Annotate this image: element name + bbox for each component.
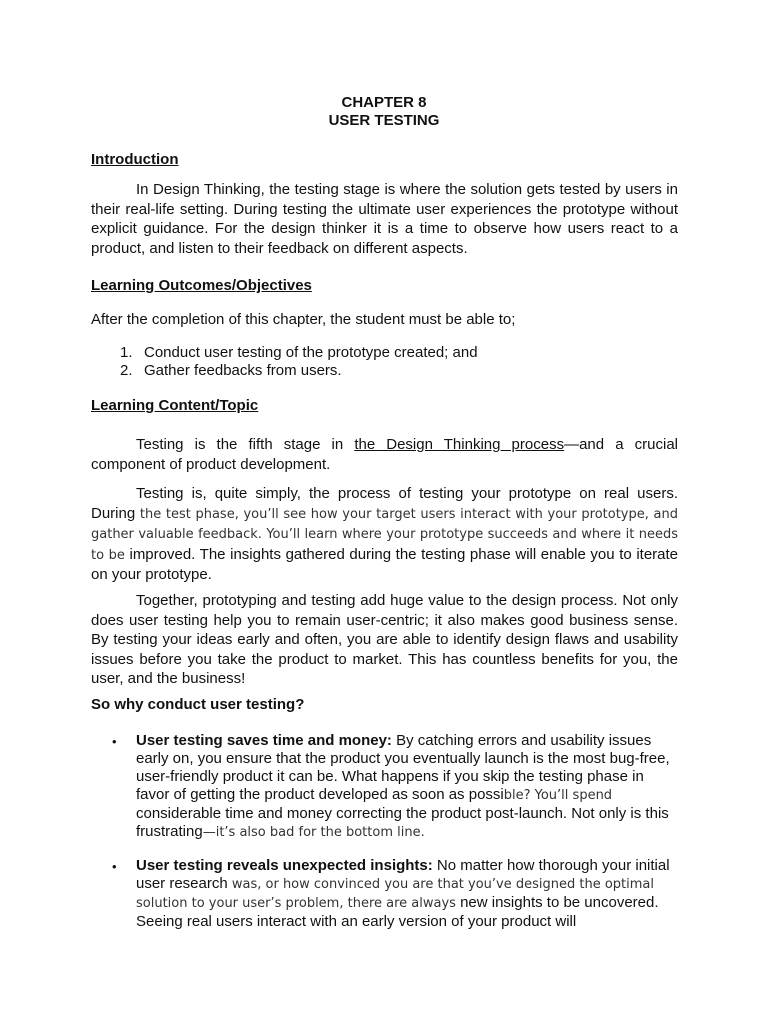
bullet-text: new insights to be uncovered. Seeing real users interact with an early version of your product will (136, 894, 659, 930)
introduction-text: In Design Thinking, the testing stage is where the solution gets tested by users in their real-life setting. During testing the ultimate user experiences the prototype without explicit guidance. For the design thinker it is a time to observe how users react to a product, and listen to their feedback on different aspects. (91, 181, 678, 257)
p2-text-b: the test phase, you’ll see how your target users interact with your prototype, and gather valuable feedback. You’ll learn where your prototype succeeds and where it needs to be (91, 506, 678, 563)
bullet-text: By catching errors and usability issues early on, you ensure that the product you eventually launch is the most bug-free, user-friendly product it can be. What happens if you skip the testing phase in favor of getting the product developed as soon as possi (136, 732, 670, 803)
introduction-heading: Introduction (91, 151, 179, 168)
introduction-paragraph (91, 180, 678, 258)
bullet-text: No matter how thorough your initial user research (136, 857, 670, 892)
p1-text: Testing is the fifth stage in (136, 436, 355, 453)
p3-text: Together, prototyping and testing add huge value to the design process. Not only does user testing help you to remain user-centric; it also makes good business sense. By testing your ideas early and often, you are able to identify design flaws and usability issues before you take the product to market. This has countless benefits for you, the user, and the business! (91, 592, 678, 687)
outcomes-list (120, 344, 478, 380)
why-heading: So why conduct user testing? (91, 696, 305, 713)
bullet-title: User testing reveals unexpected insights: (136, 857, 433, 874)
list-item-number: 1. (120, 344, 133, 361)
list-item-number: 2. (120, 362, 133, 379)
p1-text-end: —and a crucial component of product development. (91, 436, 678, 473)
list-item-text: Gather feedbacks from users. (144, 362, 342, 379)
content-heading: Learning Content/Topic (91, 397, 259, 414)
list-item (120, 344, 478, 362)
outcomes-heading: Learning Outcomes/Objectives (91, 277, 312, 294)
p2-text-c: improved. The insights gathered during the testing phase will enable you to iterate on your prototype. (91, 545, 679, 583)
list-item-text: Conduct user testing of the prototype created; and (144, 344, 478, 361)
content-paragraph-2 (91, 484, 678, 585)
chapter-number: CHAPTER 8 (341, 94, 427, 111)
bullet-icon: • (112, 859, 117, 874)
list-item (120, 362, 478, 380)
outcomes-lead: After the completion of this chapter, the student must be able to; (91, 311, 516, 328)
p2-text-a: Testing is, quite simply, the process of testing your prototype on real users. During (91, 485, 678, 522)
bullet-title: User testing saves time and money: (136, 732, 392, 749)
content-paragraph-3 (91, 591, 678, 689)
chapter-title: USER TESTING (328, 112, 440, 129)
bullet-text-thin: ble? You’ll spend (503, 788, 613, 803)
bullet-reveals-insights (136, 857, 681, 931)
bullet-text-thin: —it’s also bad for the bottom line. (202, 825, 425, 840)
design-thinking-link[interactable]: the Design Thinking process (354, 436, 565, 453)
content-paragraph-1 (91, 435, 678, 474)
bullet-text-thin: was, or how convinced you are that you’ve designed the optimal solution to your user’s problem, there are always (136, 877, 654, 911)
bullet-saves-time (136, 732, 681, 842)
bullet-text: considerable time and money correcting the product post-launch. Not only is this frustrating (136, 805, 669, 840)
bullet-icon: • (112, 734, 117, 749)
